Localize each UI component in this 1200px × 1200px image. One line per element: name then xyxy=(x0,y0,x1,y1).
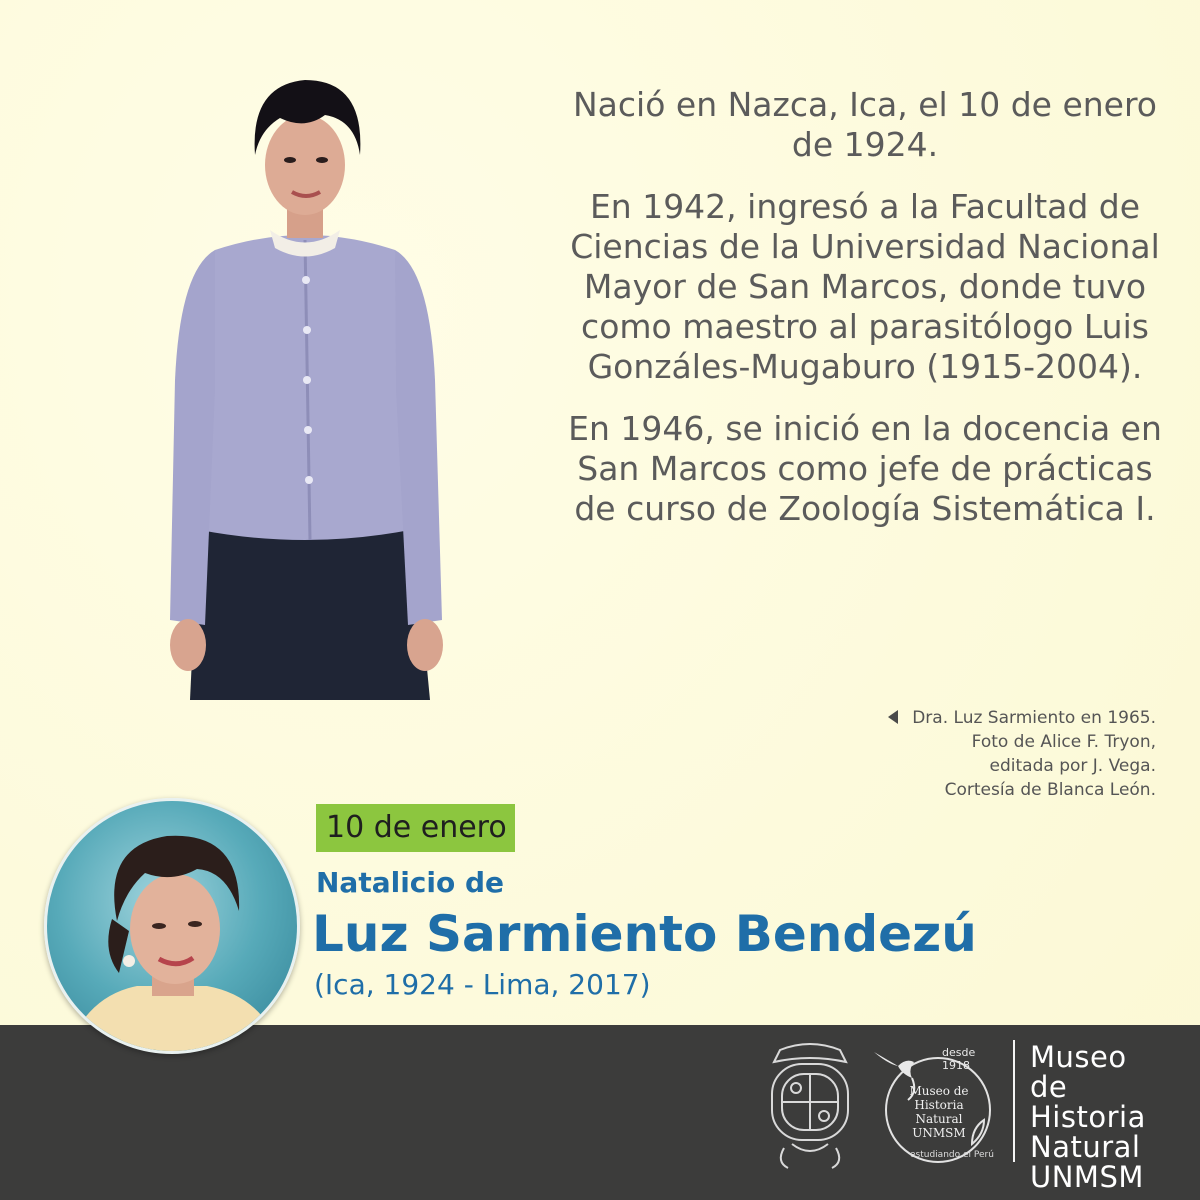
footer-divider xyxy=(1013,1040,1015,1162)
brand-line-2: Historia xyxy=(1030,1100,1146,1134)
bio-paragraph-education: En 1942, ingresó a la Facultad de Ciencias de la Universidad Nacional Mayor de San Marcos, donde tuvo como maestro al parasitólogo Luis Gonzáles-Mugaburo (1915-2004). xyxy=(570,187,1160,386)
left-triangle-icon xyxy=(888,710,898,724)
caption-line-1: Dra. Luz Sarmiento en 1965. xyxy=(912,708,1156,728)
date-badge: 10 de enero xyxy=(316,804,515,852)
round-portrait xyxy=(44,798,300,1054)
badge-line-1: Museo de xyxy=(909,1084,969,1098)
photo-caption xyxy=(796,706,1156,802)
bio-paragraph-teaching: En 1946, se inició en la docencia en San Marcos como jefe de prácticas de curso de Zoología Sistemática I. xyxy=(568,409,1162,528)
caption-line-4: Cortesía de Blanca León. xyxy=(944,780,1156,800)
badge-line-2: Historia xyxy=(914,1098,964,1112)
badge-line-4: UNMSM xyxy=(912,1126,966,1140)
brand-line-3: Natural xyxy=(1030,1130,1141,1164)
museum-wordmark xyxy=(1030,1042,1170,1192)
person-name: Luz Sarmiento Bendezú xyxy=(312,905,977,963)
badge-tagline: estudiando el Perú xyxy=(910,1150,994,1160)
caption-line-3: editada por J. Vega. xyxy=(989,756,1156,776)
badge-line-3: Natural xyxy=(915,1112,963,1126)
university-crest-icon xyxy=(762,1040,858,1172)
brand-line-4: UNMSM xyxy=(1030,1160,1144,1194)
caption-line-2: Foto de Alice F. Tryon, xyxy=(971,732,1156,752)
standing-portrait xyxy=(160,60,450,700)
bio-paragraph-birth: Nació en Nazca, Ica, el 10 de enero de 1924. xyxy=(573,85,1157,164)
hummingbird-icon xyxy=(874,1052,914,1078)
badge-desde: desde 1918 xyxy=(942,1046,976,1072)
museum-badge xyxy=(868,1040,998,1172)
brand-line-1: Museo de xyxy=(1030,1040,1127,1104)
life-years: (Ica, 1924 - Lima, 2017) xyxy=(314,968,651,1001)
biography xyxy=(560,85,1170,551)
headline-subtitle: Natalicio de xyxy=(316,866,505,899)
